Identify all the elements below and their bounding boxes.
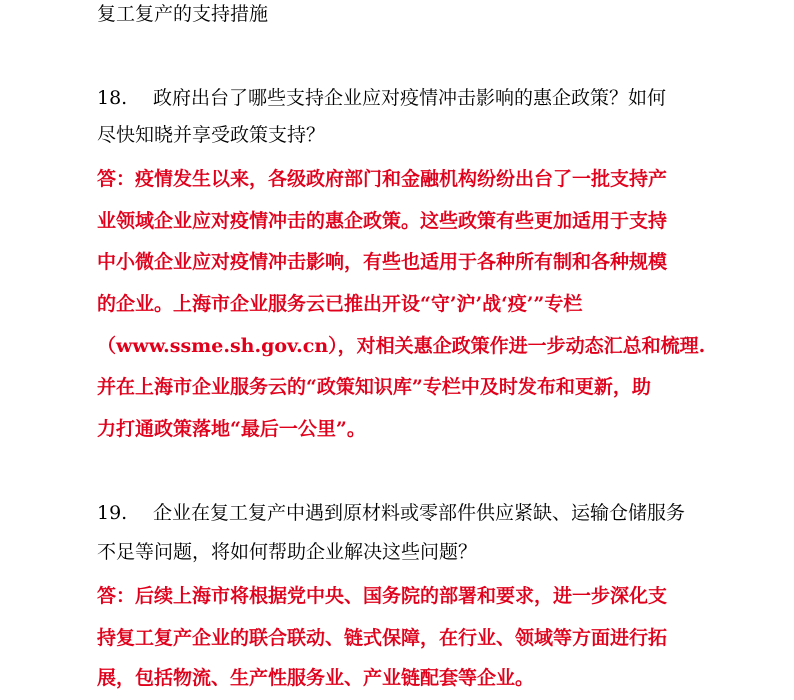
answer-19-line-2: 持复工复产企业的联合联动、链式保障，在行业、领域等方面进行拓 (97, 627, 668, 649)
question-18-text-1: 政府出台了哪些支持企业应对疫情冲击影响的惠企政策？如何 (153, 87, 667, 109)
answer-19-line-1: 答：后续上海市将根据党中央、国务院的部署和要求，进一步深化支 (97, 585, 668, 607)
question-19-number: 19. (97, 502, 128, 524)
question-19-line-1 (97, 501, 685, 525)
answer-19-line-3: 展，包括物流、生产性服务业、产业链配套等企业。 (97, 667, 535, 689)
answer-18-line-4: 的企业。上海市企业服务云已推出开设“守’沪’战‘疫’”专栏 (97, 293, 583, 315)
question-19-text-1: 企业在复工复产中遇到原材料或零部件供应紧缺、运输仓储服务 (153, 502, 686, 524)
answer-18-line-1: 答：疫情发生以来，各级政府部门和金融机构纷纷出台了一批支持产 (97, 168, 668, 190)
section-heading: 复工复产的支持措施 (97, 3, 269, 25)
answer-18-line-2: 业领域企业应对疫情冲击的惠企政策。这些政策有些更加适用于支持 (97, 210, 668, 232)
answer-18-line-3: 中小微企业应对疫情冲击影响，有些也适用于各种所有制和各种规模 (97, 251, 668, 273)
question-18-line-2: 尽快知晓并享受政策支持？ (97, 124, 326, 146)
question-18-line-1 (97, 86, 666, 110)
question-19-line-2: 不足等问题，将如何帮助企业解决这些问题？ (97, 541, 478, 563)
answer-18-line-5: （www.ssme.sh.gov.cn），对相关惠企政策作进一步动态汇总和梳理. (97, 335, 706, 357)
question-18-number: 18. (97, 87, 128, 109)
answer-18-line-6: 并在上海市企业服务云的“政策知识库”专栏中及时发布和更新，助 (97, 376, 651, 398)
answer-18-line-7: 力打通政策落地“最后一公里”。 (97, 418, 366, 440)
